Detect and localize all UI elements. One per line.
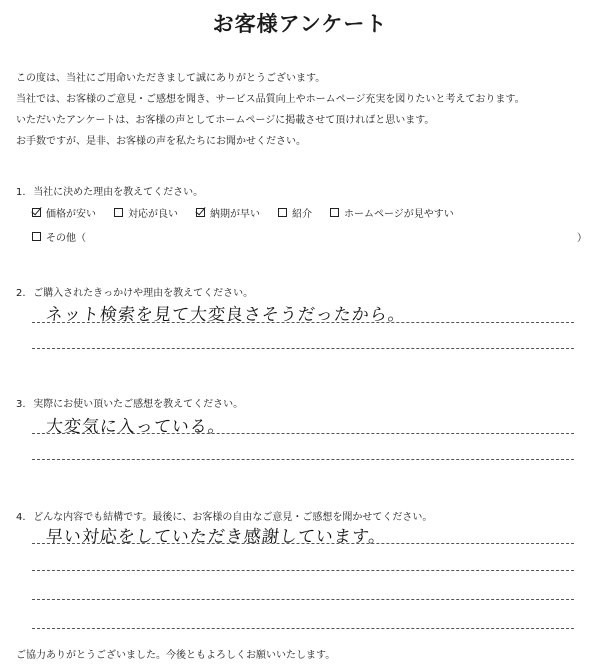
option-label: 紹介 — [292, 208, 312, 220]
handwritten-answer: ネット検索を見て大変良さそうだったから。 — [44, 305, 407, 325]
question-number: 1. — [16, 187, 26, 198]
option-delivery[interactable] — [196, 205, 260, 220]
question-4 — [16, 508, 432, 523]
question-1 — [16, 183, 203, 198]
option-price[interactable] — [32, 205, 96, 220]
checkbox-checked[interactable] — [32, 208, 41, 217]
handwritten-answer: 早い対応をしていただき感謝しています。 — [44, 527, 388, 547]
question-text: ご購入されたきっかけや理由を教えてください。 — [33, 288, 254, 299]
question-text: どんな内容でも結構です。最後に、お客様の自由なご意見・ご感想を聞かせてください。 — [33, 512, 433, 523]
answer-line — [32, 348, 574, 349]
option-referral[interactable] — [278, 205, 312, 220]
q1-options — [32, 200, 592, 248]
question-number: 3. — [16, 399, 26, 410]
question-3 — [16, 395, 243, 410]
checkbox-checked[interactable] — [196, 208, 205, 217]
question-text: 当社に決めた理由を教えてください。 — [33, 187, 204, 198]
handwritten-answer: 大変気に入っている。 — [44, 417, 227, 437]
option-service[interactable] — [114, 205, 178, 220]
intro-line: お手数ですが、是非、お客様の声を私たちにお聞かせください。 — [16, 136, 306, 147]
option-label: 価格が安い — [46, 208, 96, 220]
answer-line — [32, 599, 574, 600]
answer-line — [32, 459, 574, 460]
answer-line — [32, 570, 574, 571]
checkbox[interactable] — [114, 208, 123, 217]
answer-line — [32, 543, 574, 544]
option-other[interactable] — [32, 229, 86, 244]
question-number: 2. — [16, 288, 26, 299]
intro-line: いただいたアンケートは、お客様の声としてホームページに掲載させて頂ければと思います。 — [16, 115, 435, 126]
option-label: 納期が早い — [210, 208, 260, 220]
page-title: お客様アンケート — [212, 12, 388, 36]
question-number: 4. — [16, 512, 26, 523]
option-label: ホームページが見やすい — [344, 208, 454, 220]
answer-line — [32, 322, 574, 323]
option-website[interactable] — [330, 205, 454, 220]
closing-text: ご協力ありがとうございました。今後ともよろしくお願いいたします。 — [16, 650, 336, 661]
other-close-paren: ） — [577, 232, 587, 244]
checkbox[interactable] — [32, 232, 41, 241]
checkbox[interactable] — [330, 208, 339, 217]
answer-line — [32, 433, 574, 434]
question-2 — [16, 284, 253, 299]
option-label: その他（ — [46, 232, 86, 244]
answer-line — [32, 628, 574, 629]
question-text: 実際にお使い頂いたご感想を教えてください。 — [33, 399, 244, 410]
intro-text — [16, 68, 591, 152]
checkbox[interactable] — [278, 208, 287, 217]
intro-line: 当社では、お客様のご意見・ご感想を聞き、サービス品質向上やホームページ充実を図りたいと考えております。 — [16, 94, 525, 105]
option-label: 対応が良い — [128, 208, 178, 220]
intro-line: この度は、当社にご用命いただきまして誠にありがとうございます。 — [16, 73, 326, 84]
